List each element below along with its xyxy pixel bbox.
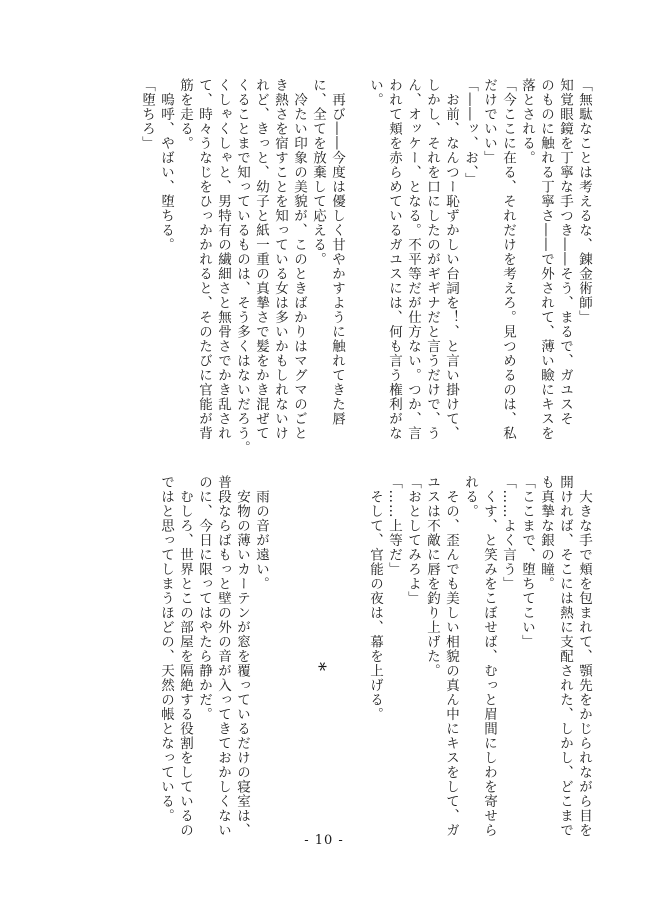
text-line: 「おとしてみろよ」: [405, 475, 421, 606]
text-line: に、全てを放棄して応える。: [310, 78, 326, 267]
text-line: 落とされる。: [519, 78, 535, 165]
text-line: 雨の音が遠い。: [253, 475, 269, 591]
text-line: い。: [367, 78, 383, 107]
blank-line: [329, 475, 345, 805]
scene-break-asterisk: *: [308, 662, 329, 672]
text-line: その、歪んでも美しい相貌の真ん中にキスをして、ガ: [443, 475, 459, 838]
text-line: 冷たい印象の美貌が、このときばかりはマグマのごと: [291, 78, 307, 441]
text-line: くす、と笑みをこぼせば、むっと眉間にしわを寄せら: [481, 475, 497, 838]
text-line: 嗚呼、やばい、堕ちる。: [158, 78, 174, 252]
text-line: くることまで知っているものは、そう多くはないだろう。: [234, 78, 250, 455]
text-line: き熱さを宿すことを知っている女は多いかもしれないけ: [272, 78, 288, 441]
text-line: 「……上等だ」: [386, 475, 402, 577]
blank-line: [272, 475, 288, 805]
text-line: れど、きっと、幼子と紙一重の真摯さで髪をかき混ぜて: [253, 78, 269, 441]
blank-line: [348, 475, 364, 805]
text-line: ん、オッケー、となる。不平等だが仕方ない。つか、言: [405, 78, 421, 441]
text-line: 大きな手で頬を包まれて、顎先をかじられながら目を: [576, 475, 592, 838]
text-line: れる。: [462, 475, 478, 519]
text-line: 筋を走る。: [177, 78, 193, 151]
text-line: 「堕ちろ」: [139, 78, 155, 151]
upper-text-block: [139, 78, 592, 455]
text-line: ではと思ってしまうほどの、天然の帳となっている。: [158, 475, 174, 823]
text-line: むしろ、世界とこの部屋を隔絶する役割をしているの: [177, 475, 193, 838]
text-line: ユスは不敵に唇を釣り上げた。: [424, 475, 440, 678]
page-number: - 10 -: [304, 833, 344, 848]
lower-text-block: [158, 475, 592, 838]
text-line: 「……よく言う」: [500, 475, 516, 591]
text-line: のに、今日に限ってはやたら静かだ。: [196, 475, 212, 722]
text-line: だけでいい」: [481, 78, 497, 165]
text-line: 「――ッ、お、」: [462, 78, 478, 188]
text-line: 安物の薄いカーテンが窓を覆っているだけの寝室は、: [234, 475, 250, 838]
text-line: 「ここまで、堕ちてこい」: [519, 475, 535, 649]
text-line: 「無駄なことは考えるな、錬金術師」: [576, 78, 592, 325]
text-line: お前、なんつー恥ずかしい台詞を！、と言い掛けて、: [443, 78, 459, 441]
blank-line: [291, 475, 307, 805]
text-line: そして、官能の夜は、幕を上げる。: [367, 475, 383, 722]
text-line: くしゃくしゃと、男特有の繊細さと無骨さでかき乱され: [215, 78, 231, 441]
text-line: て、時々うなじをひっかかれると、そのたびに官能が背: [196, 78, 212, 441]
text-line: 開ければ、そこには熱に支配された、しかし、どこまで: [557, 475, 573, 838]
text-line: 再び――今度は優しく甘やかすように触れてきた唇: [329, 78, 345, 426]
text-line: 普段ならばもっと壁の外の音が入ってきておかしくない: [215, 475, 231, 838]
text-line: 知覚眼鏡を丁寧な手つき――そう、まるで、ガユスそ: [557, 78, 573, 426]
text-line: しかし、それを口にしたのがギギナだと言うだけで、う: [424, 78, 440, 441]
text-line: も真摯な銀の瞳。: [538, 475, 554, 591]
text-line: のものに触れる丁寧さ――で外されて、薄い瞼にキスを: [538, 78, 554, 441]
text-line: われて頬を赤らめているガユスには、何も言う権利がな: [386, 78, 402, 441]
blank-line: [348, 78, 364, 416]
text-line: 「今ここに在る、それだけを考えろ。見つめるのは、私: [500, 78, 516, 441]
